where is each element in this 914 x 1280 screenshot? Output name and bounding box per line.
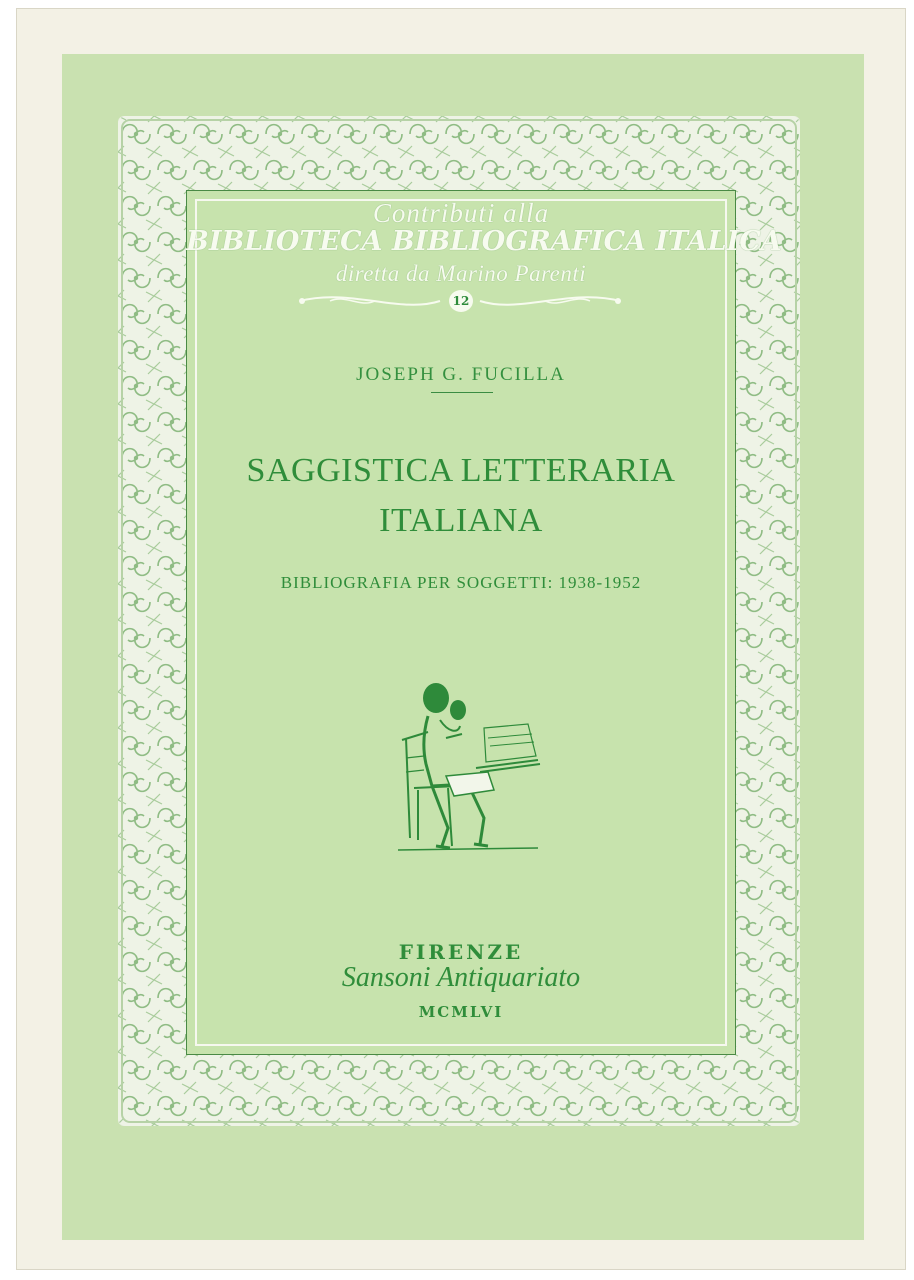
imprint-publisher: Sansoni Antiquariato bbox=[341, 962, 581, 993]
title-panel bbox=[186, 190, 782, 1055]
imprint-city: FIRENZE bbox=[398, 940, 524, 964]
imprint-year: MCMLVI bbox=[418, 1003, 504, 1021]
author-rule bbox=[431, 392, 493, 393]
book-title-line-2: ITALIANA bbox=[379, 502, 543, 539]
series-title: BIBLIOTECA BIBLIOGRAFICA ITALICA bbox=[186, 226, 782, 257]
series-number-badge: 12 bbox=[449, 290, 473, 312]
book-title-line-1: SAGGISTICA LETTERARIA bbox=[246, 452, 676, 489]
series-line-1: Contributi alla bbox=[372, 198, 550, 228]
author-name: JOSEPH G. FUCILLA bbox=[356, 364, 566, 385]
book-subtitle: BIBLIOGRAFIA PER SOGGETTI: 1938-1952 bbox=[280, 573, 642, 592]
series-editor: diretta da Marino Parenti bbox=[335, 261, 587, 286]
seated-reader-illustration-icon bbox=[388, 668, 548, 860]
